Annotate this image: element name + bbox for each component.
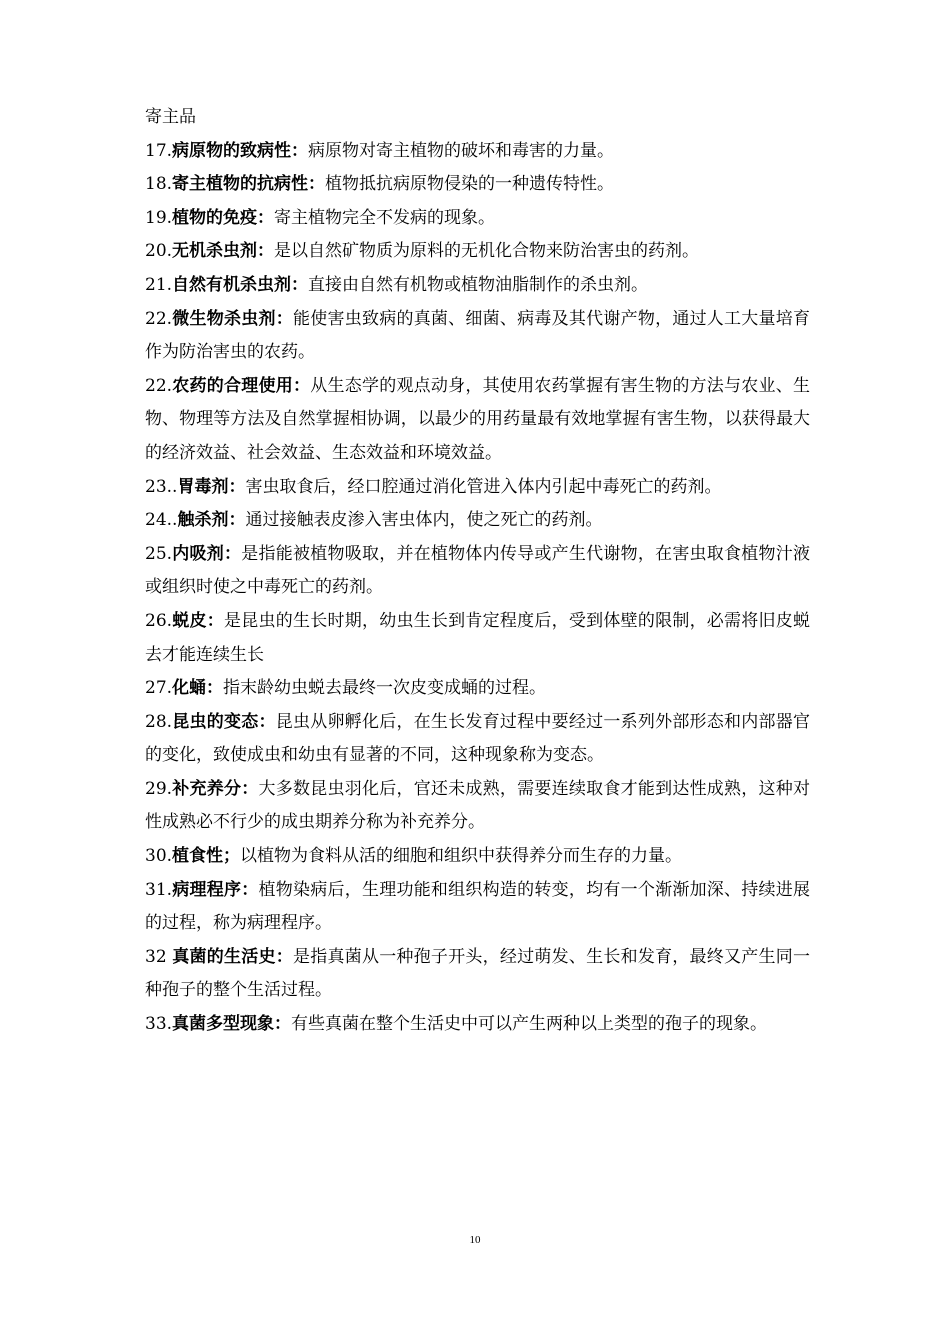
entry-separator: ： [258,711,276,732]
entry-number: 21. [145,274,173,295]
entry-separator: ： [224,543,242,564]
glossary-entry [145,471,810,505]
entry-number: 29. [145,778,173,799]
page-number: 10 [469,1234,481,1246]
entry-term: 病理程序 [172,879,242,900]
glossary-entry [145,874,810,941]
glossary-entry [145,135,810,169]
glossary-entry [145,605,810,672]
entry-separator: ： [275,308,293,329]
entry-definition: 是指能被植物吸取，并在植物体内传导或产生代谢物，在害虫取食植物汁液或组织时使之中毒死亡的药剂。 [145,543,811,598]
entry-separator: ： [291,140,309,161]
entry-separator: ： [275,946,293,967]
glossary-entry [145,672,810,706]
glossary-entry [145,168,810,202]
glossary-entry [145,370,810,471]
entry-number: 24.. [145,510,178,531]
glossary-entry [145,303,810,370]
entry-definition: 有些真菌在整个生活史中可以产生两种以上类型的孢子的现象。 [291,1014,768,1035]
entry-definition: 寄主植物完全不发病的现象。 [274,207,496,228]
entry-term: 补充养分 [172,778,242,799]
entry-definition: 昆虫从卵孵化后，在生长发育过程中要经过一系列外部形态和内部器官的变化，致使成虫和幼虫有显著的不同，这种现象称为变态。 [145,711,811,766]
entry-number: 25. [145,543,173,564]
entry-separator: ： [206,610,225,631]
entry-term: 寄主植物的抗病性 [172,174,309,195]
entry-term: 微生物杀虫剂 [172,308,276,329]
glossary-entry [145,840,810,874]
entry-definition: 能使害虫致病的真菌、细菌、病毒及其代谢产物，通过人工大量培育作为防治害虫的农药。 [145,308,811,363]
entry-definition: 通过接触表皮渗入害虫体内，使之死亡的药剂。 [245,510,603,531]
entry-term: 真菌的生活史 [172,946,276,967]
entry-term: 植食性 [172,846,224,867]
entry-separator: ： [228,510,246,531]
glossary-entry [145,773,810,840]
entry-number: 26. [145,610,173,631]
entry-definition: 病原物对寄主植物的破坏和毒害的力量。 [308,140,615,161]
entry-number: 32 [145,946,173,967]
entry-number: 31. [145,879,173,900]
entry-number: 23.. [145,476,178,497]
entry-definition: 害虫取食后，经口腔通过消化管进入体内引起中毒死亡的药剂。 [245,476,722,497]
entry-term: 昆虫的变态 [172,711,259,732]
entry-term: 触杀剂 [177,510,229,531]
entry-number: 19. [145,207,173,228]
entry-number: 20. [145,241,173,262]
glossary-entry [145,706,810,773]
entry-separator: ； [223,846,241,867]
entry-term: 化蛹 [172,678,207,699]
entry-definition: 以植物为食料从活的细胞和组织中获得养分而生存的力量。 [240,846,683,867]
entry-number: 33. [145,1014,173,1035]
entry-definition: 指末龄幼虫蜕去最终一次皮变成蛹的过程。 [223,678,547,699]
document-body [145,101,810,1042]
entry-definition: 是以自然矿物质为原料的无机化合物来防治害虫的药剂。 [274,241,700,262]
entry-term: 农药的合理使用 [172,375,293,396]
glossary-entry [145,269,810,303]
glossary-entry [145,504,810,538]
entry-definition: 是指真菌从一种孢子开头，经过萌发、生长和发育，最终又产生同一种孢子的整个生活过程。 [145,946,811,1001]
entry-number: 17. [145,140,173,161]
entry-number: 30. [145,846,173,867]
glossary-entry [145,202,810,236]
entry-separator: ： [292,375,311,396]
entry-definition: 从生态学的观点动身，其使用农药掌握有害生物的方法与农业、生物、物理等方法及自然掌握相协调，以最少的用药量最有效地掌握有害生物，以获得最大的经济效益、社会效益、生态效益和环境效益。 [145,375,811,463]
entry-number: 22. [145,308,173,329]
entry-separator: ： [241,879,259,900]
entry-definition: 植物染病后，生理功能和组织构造的转变，均有一个渐渐加深、持续进展的过程，称为病理程序。 [145,879,811,934]
entry-number: 28. [145,711,173,732]
entry-separator: ： [291,274,309,295]
entry-number: 18. [145,174,173,195]
entry-separator: ： [274,1014,292,1035]
entry-term: 内吸剂 [172,543,225,564]
entry-definition: 大多数昆虫羽化后，官还未成熟，需要连续取食才能到达性成熟，这种对性成熟必不行少的成虫期养分称为补充养分。 [145,778,811,833]
entry-number: 22. [145,375,173,396]
entry-separator: ： [257,241,275,262]
entry-term: 蜕皮 [172,610,207,631]
glossary-entry [145,538,810,605]
entry-term: 植物的免疫 [172,207,258,228]
continuation-text: 寄主品 [145,107,196,127]
entry-term: 病原物的致病性 [172,140,292,161]
entry-term: 胃毒剂 [177,476,229,497]
entry-separator: ： [206,678,224,699]
entry-number: 27. [145,678,173,699]
entry-separator: ： [308,174,326,195]
entry-term: 无机杀虫剂 [172,241,258,262]
entry-separator: ： [228,476,246,497]
entry-term: 自然有机杀虫剂 [172,274,292,295]
entry-definition: 直接由自然有机物或植物油脂制作的杀虫剂。 [308,274,649,295]
entry-separator: ： [257,207,275,228]
glossary-entry [145,235,810,269]
glossary-entry [145,941,810,1008]
entry-definition: 是昆虫的生长时期，幼虫生长到肯定程度后，受到体壁的限制，必需将旧皮蜕去才能连续生长 [145,610,811,665]
entry-definition: 植物抵抗病原物侵染的一种遗传特性。 [325,174,615,195]
glossary-entry [145,1008,810,1042]
entry-term: 真菌多型现象 [172,1014,275,1035]
glossary-list [145,135,810,1042]
entry-separator: ： [241,778,259,799]
